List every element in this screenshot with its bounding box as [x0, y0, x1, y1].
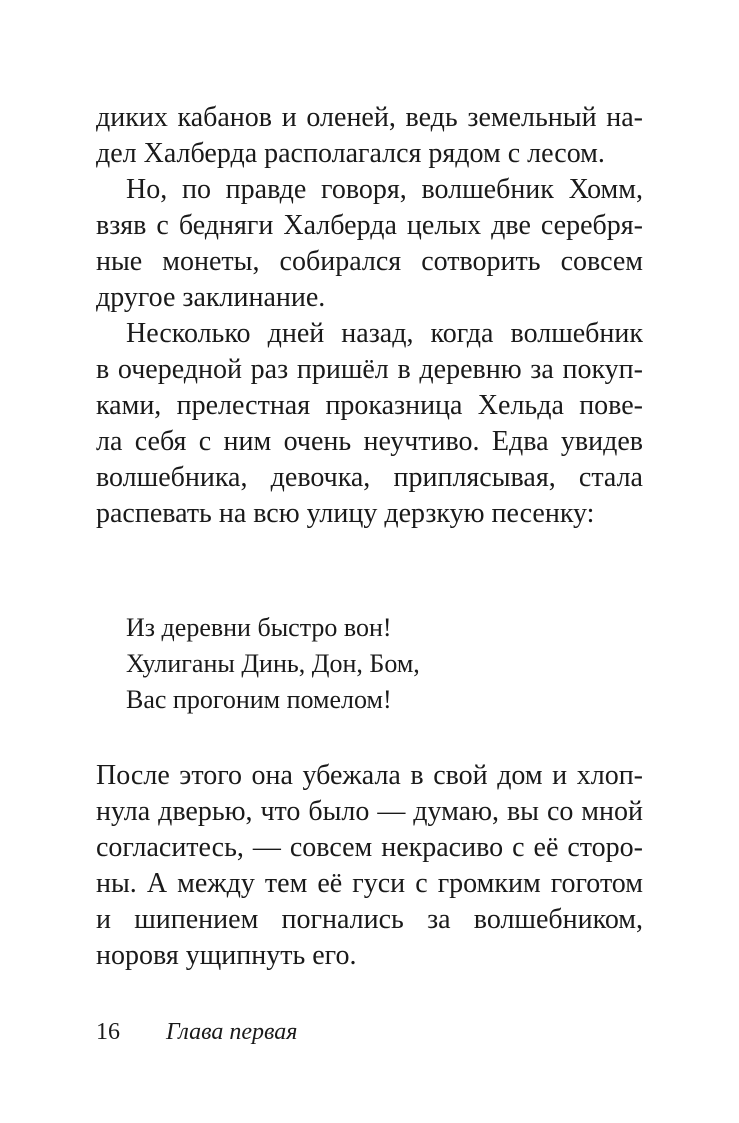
text-line: Но, по правде говоря, волшебник Хомм,: [126, 174, 643, 205]
page-number: 16: [96, 1019, 120, 1045]
text-line: волшебника, девочка, приплясывая, стала: [96, 462, 643, 493]
text-line: ные монеты, собирался сотворить совсем: [96, 246, 643, 277]
text-line: нула дверью, что было — думаю, вы со мной: [96, 796, 643, 827]
verse-line: Из деревни быстро вон!: [126, 613, 392, 642]
text-line: Несколько дней назад, когда волшебник: [126, 318, 643, 349]
text-line: ла себя с ним очень неучтиво. Едва увидев: [96, 426, 643, 457]
text-line: распевать на всю улицу дерзкую песенку:: [96, 498, 595, 529]
text-line: диких кабанов и оленей, ведь земельный на-: [96, 102, 643, 133]
text-line: дел Халберда располагался рядом с лесом.: [96, 138, 605, 169]
text-line: После этого она убежала в свой дом и хлоп-: [96, 760, 643, 791]
text-line: согласитесь, — совсем некрасиво с её сторо-: [96, 832, 643, 863]
text-line: и шипением погнались за волшебником,: [96, 904, 643, 935]
text-line: норовя ущипнуть его.: [96, 940, 357, 971]
text-line: взяв с бедняги Халберда целых две серебря-: [96, 210, 643, 241]
text-line: ками, прелестная проказница Хельда пове-: [96, 390, 643, 421]
page-footer: [96, 1016, 297, 1048]
text-line: другое заклинание.: [96, 282, 326, 313]
verse-line: Хулиганы Динь, Дон, Бом,: [126, 649, 420, 678]
verse-line: Вас прогоним помелом!: [126, 685, 392, 714]
chapter-title: Глава первая: [166, 1019, 298, 1045]
text-line: в очередной раз пришёл в деревню за покуп-: [96, 354, 643, 385]
text-line: ны. А между тем её гуси с громким гоготом: [96, 868, 643, 899]
